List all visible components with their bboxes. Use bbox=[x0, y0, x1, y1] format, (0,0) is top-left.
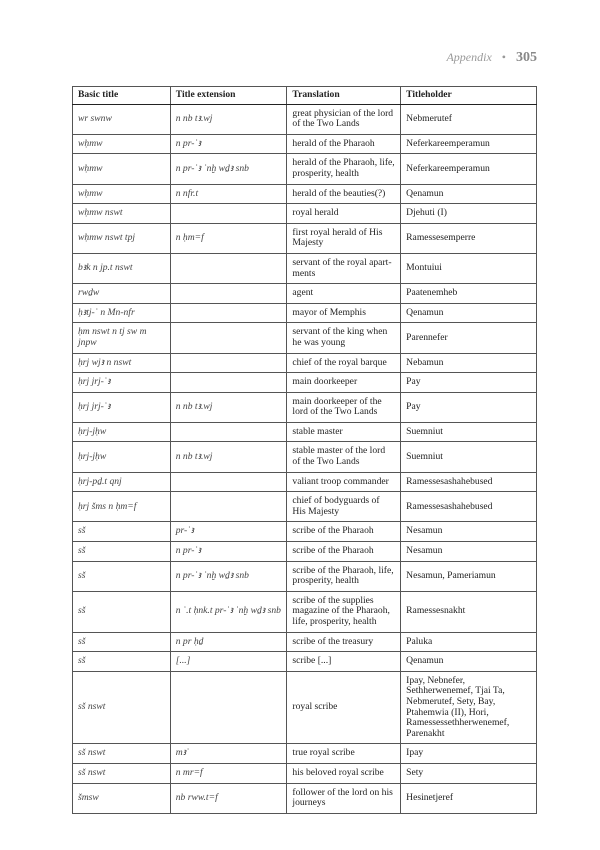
title-extension-cell: pr-ʿꜣ bbox=[170, 522, 287, 542]
translation-cell: scribe of the Pharaoh, life, prosperity, health bbox=[287, 561, 401, 591]
header-title-extension: Title extension bbox=[170, 87, 287, 105]
table-row bbox=[73, 154, 537, 184]
basic-title-cell: sš nswt bbox=[73, 763, 171, 783]
title-extension-cell bbox=[170, 353, 287, 373]
translation-cell: first royal herald of His Majesty bbox=[287, 223, 401, 253]
title-extension-cell: n nb tꜣ.wj bbox=[170, 392, 287, 422]
table-row bbox=[73, 353, 537, 373]
titleholder-cell: Suemniut bbox=[401, 422, 537, 442]
titleholder-cell: Ramessesemperre bbox=[401, 223, 537, 253]
table-row bbox=[73, 392, 537, 422]
table-row bbox=[73, 184, 537, 204]
title-extension-cell bbox=[170, 284, 287, 304]
translation-cell: great physician of the lord of the Two Lands bbox=[287, 104, 401, 134]
header-translation: Translation bbox=[287, 87, 401, 105]
titleholder-cell: Nesamun bbox=[401, 542, 537, 562]
basic-title-cell: wḥmw bbox=[73, 184, 171, 204]
title-extension-cell: [...] bbox=[170, 652, 287, 672]
table-row bbox=[73, 763, 537, 783]
table-row bbox=[73, 442, 537, 472]
titleholder-cell: Qenamun bbox=[401, 184, 537, 204]
table-row bbox=[73, 492, 537, 522]
basic-title-cell: sš nswt bbox=[73, 744, 171, 764]
translation-cell: royal herald bbox=[287, 204, 401, 224]
table-row bbox=[73, 783, 537, 813]
titleholder-cell: Parennefer bbox=[401, 323, 537, 353]
title-extension-cell: n ḥm=f bbox=[170, 223, 287, 253]
titleholder-cell: Djehuti (I) bbox=[401, 204, 537, 224]
titleholder-cell: Suemniut bbox=[401, 442, 537, 472]
basic-title-cell: ḥrj jrj-ʿꜣ bbox=[73, 373, 171, 393]
title-extension-cell: n nfr.t bbox=[170, 184, 287, 204]
translation-cell: mayor of Memphis bbox=[287, 303, 401, 323]
titleholder-cell: Ramessesnakht bbox=[401, 591, 537, 632]
basic-title-cell: wr swnw bbox=[73, 104, 171, 134]
translation-cell: herald of the Pharaoh, life, prosperity, health bbox=[287, 154, 401, 184]
translation-cell: servant of the royal apartments bbox=[287, 253, 401, 283]
title-extension-cell: mꜣʿ bbox=[170, 744, 287, 764]
translation-cell: scribe of the Pharaoh bbox=[287, 522, 401, 542]
translation-cell: true royal scribe bbox=[287, 744, 401, 764]
title-extension-cell: nb rww.t=f bbox=[170, 783, 287, 813]
basic-title-cell: sš bbox=[73, 652, 171, 672]
table-row bbox=[73, 373, 537, 393]
table-row bbox=[73, 561, 537, 591]
translation-cell: stable master of the lord of the Two Lands bbox=[287, 442, 401, 472]
basic-title-cell: ḥrj-jḥw bbox=[73, 422, 171, 442]
translation-cell: main doorkeeper bbox=[287, 373, 401, 393]
title-extension-cell bbox=[170, 323, 287, 353]
basic-title-cell: sš bbox=[73, 542, 171, 562]
table-row bbox=[73, 542, 537, 562]
translation-cell: scribe [...] bbox=[287, 652, 401, 672]
titleholder-cell: Nebamun bbox=[401, 353, 537, 373]
table-row bbox=[73, 671, 537, 744]
basic-title-cell: sš bbox=[73, 591, 171, 632]
titleholder-cell: Ipay, Nebnefer, Sethherwenemef, Tjai Ta, Nebmerutef, Sety, Bay, Ptahemwia (II), Hori, Ramessessethherwenemef, Parenakht bbox=[401, 671, 537, 744]
titleholder-cell: Hesinetjeref bbox=[401, 783, 537, 813]
titleholder-cell: Ipay bbox=[401, 744, 537, 764]
header-titleholder: Titleholder bbox=[401, 87, 537, 105]
basic-title-cell: bꜣk n jp.t nswt bbox=[73, 253, 171, 283]
titleholder-cell: Nesamun, Pameriamun bbox=[401, 561, 537, 591]
table-header-row bbox=[73, 87, 537, 105]
titleholder-cell: Nesamun bbox=[401, 522, 537, 542]
basic-title-cell: ḥrj wjꜣ n nswt bbox=[73, 353, 171, 373]
titleholder-cell: Montuiui bbox=[401, 253, 537, 283]
table-row bbox=[73, 253, 537, 283]
title-extension-cell: n pr-ʿꜣ ʿnḫ wḏꜣ snb bbox=[170, 561, 287, 591]
table-row bbox=[73, 522, 537, 542]
table-row bbox=[73, 422, 537, 442]
title-extension-cell bbox=[170, 472, 287, 492]
titleholder-cell: Pay bbox=[401, 373, 537, 393]
title-extension-cell bbox=[170, 303, 287, 323]
table-row bbox=[73, 134, 537, 154]
basic-title-cell: ḥꜣtj-ʿ n Mn-nfr bbox=[73, 303, 171, 323]
table-row bbox=[73, 591, 537, 632]
basic-title-cell: sš bbox=[73, 632, 171, 652]
titleholder-cell: Nebmerutef bbox=[401, 104, 537, 134]
basic-title-cell: ḥrj šms n ḥm=f bbox=[73, 492, 171, 522]
translation-cell: herald of the beauties(?) bbox=[287, 184, 401, 204]
header-basic-title: Basic title bbox=[73, 87, 171, 105]
title-extension-cell bbox=[170, 373, 287, 393]
titleholder-cell: Neferkareemperamun bbox=[401, 134, 537, 154]
translation-cell: agent bbox=[287, 284, 401, 304]
translation-cell: scribe of the Pharaoh bbox=[287, 542, 401, 562]
basic-title-cell: ḥrj-pḏ.t qnj bbox=[73, 472, 171, 492]
titleholder-cell: Ramessesashahebused bbox=[401, 472, 537, 492]
table-row bbox=[73, 652, 537, 672]
translation-cell: his beloved royal scribe bbox=[287, 763, 401, 783]
basic-title-cell: wḥmw bbox=[73, 154, 171, 184]
basic-title-cell: rwḏw bbox=[73, 284, 171, 304]
running-head bbox=[446, 50, 537, 66]
basic-title-cell: wḥmw nswt bbox=[73, 204, 171, 224]
translation-cell: follower of the lord on his journeys bbox=[287, 783, 401, 813]
section-title: Appendix bbox=[446, 50, 492, 64]
table-row bbox=[73, 632, 537, 652]
title-extension-cell: n nb tꜣ.wj bbox=[170, 442, 287, 472]
title-extension-cell bbox=[170, 671, 287, 744]
basic-title-cell: wḥmw nswt tpj bbox=[73, 223, 171, 253]
translation-cell: herald of the Pharaoh bbox=[287, 134, 401, 154]
table-row bbox=[73, 744, 537, 764]
basic-title-cell: ḥrj jrj-ʿꜣ bbox=[73, 392, 171, 422]
title-extension-cell: n pr-ʿꜣ bbox=[170, 134, 287, 154]
title-extension-cell: n ʿ.t ḥnk.t pr-ʿꜣ ʿnḫ wḏꜣ snb bbox=[170, 591, 287, 632]
title-extension-cell: n pr-ʿꜣ bbox=[170, 542, 287, 562]
title-extension-cell: n mr=f bbox=[170, 763, 287, 783]
translation-cell: chief of the royal barque bbox=[287, 353, 401, 373]
translation-cell: chief of bodyguards of His Majesty bbox=[287, 492, 401, 522]
translation-cell: stable master bbox=[287, 422, 401, 442]
titleholder-cell: Sety bbox=[401, 763, 537, 783]
title-extension-cell bbox=[170, 422, 287, 442]
table-row bbox=[73, 104, 537, 134]
table-row bbox=[73, 223, 537, 253]
title-extension-cell bbox=[170, 204, 287, 224]
table-row bbox=[73, 323, 537, 353]
titleholder-cell: Paatenemheb bbox=[401, 284, 537, 304]
basic-title-cell: sš bbox=[73, 522, 171, 542]
titleholder-cell: Ramessesashahebused bbox=[401, 492, 537, 522]
basic-title-cell: ḥrj-jḥw bbox=[73, 442, 171, 472]
title-extension-cell: n pr ḥḏ bbox=[170, 632, 287, 652]
title-extension-cell bbox=[170, 253, 287, 283]
titleholder-cell: Paluka bbox=[401, 632, 537, 652]
titleholder-cell: Qenamun bbox=[401, 303, 537, 323]
translation-cell: servant of the king when he was young bbox=[287, 323, 401, 353]
translation-cell: scribe of the supplies magazine of the Pharaoh, life, prosperity, health bbox=[287, 591, 401, 632]
page-number: 305 bbox=[516, 50, 537, 65]
basic-title-cell: ḥm nswt n tj sw m jnpw bbox=[73, 323, 171, 353]
title-extension-cell: n nb tꜣ.wj bbox=[170, 104, 287, 134]
table-row bbox=[73, 204, 537, 224]
titleholder-cell: Neferkareemperamun bbox=[401, 154, 537, 184]
titles-table bbox=[72, 86, 537, 814]
titleholder-cell: Qenamun bbox=[401, 652, 537, 672]
translation-cell: royal scribe bbox=[287, 671, 401, 744]
translation-cell: main doorkeeper of the lord of the Two Lands bbox=[287, 392, 401, 422]
title-extension-cell: n pr-ʿꜣ ʿnḫ wḏꜣ snb bbox=[170, 154, 287, 184]
translation-cell: scribe of the treasury bbox=[287, 632, 401, 652]
basic-title-cell: šmsw bbox=[73, 783, 171, 813]
table-row bbox=[73, 303, 537, 323]
table-row bbox=[73, 472, 537, 492]
title-extension-cell bbox=[170, 492, 287, 522]
basic-title-cell: sš bbox=[73, 561, 171, 591]
separator: • bbox=[501, 50, 506, 64]
translation-cell: valiant troop commander bbox=[287, 472, 401, 492]
basic-title-cell: sš nswt bbox=[73, 671, 171, 744]
basic-title-cell: wḥmw bbox=[73, 134, 171, 154]
titleholder-cell: Pay bbox=[401, 392, 537, 422]
table-row bbox=[73, 284, 537, 304]
